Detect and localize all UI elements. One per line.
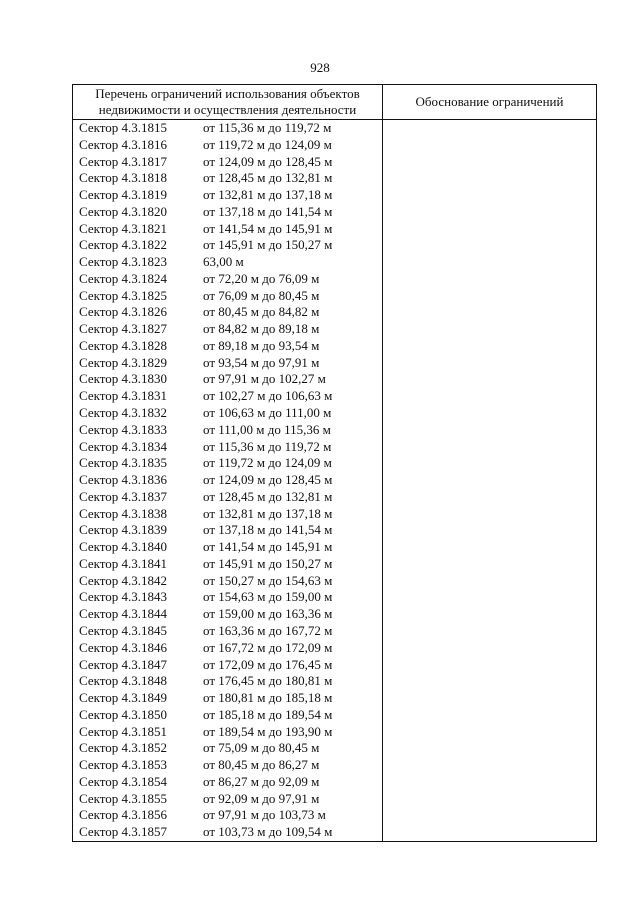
sector-range: от 115,36 м до 119,72 м — [203, 120, 332, 135]
table-row — [73, 757, 382, 774]
sector-range: от 141,54 м до 145,91 м — [203, 539, 333, 555]
sector-name: Сектор 4.3.1839 — [79, 522, 168, 538]
sector-range: от 76,09 м до 80,45 м — [203, 287, 320, 303]
table-row — [73, 623, 382, 640]
sector-range: от 137,18 м до 141,54 м — [203, 203, 333, 219]
table-row — [73, 271, 382, 288]
sector-range: от 163,36 м до 167,72 м — [203, 622, 333, 638]
sector-name: Сектор 4.3.1829 — [79, 354, 168, 370]
sector-range: от 103,73 м до 109,54 м — [203, 824, 333, 840]
sector-range: от 119,72 м до 124,09 м — [203, 455, 332, 471]
sector-name: Сектор 4.3.1818 — [79, 170, 168, 186]
sector-range: от 180,81 м до 185,18 м — [203, 690, 333, 706]
sector-range: от 80,45 м до 86,27 м — [203, 757, 320, 773]
table-row — [73, 506, 382, 523]
sector-range: от 80,45 м до 84,82 м — [203, 304, 320, 320]
sector-range: от 141,54 м до 145,91 м — [203, 220, 333, 236]
table-row — [73, 673, 382, 690]
sector-name: Сектор 4.3.1840 — [79, 539, 168, 555]
table-row — [73, 120, 382, 137]
sector-rows — [73, 120, 382, 841]
sector-range: от 97,91 м до 103,73 м — [203, 807, 326, 823]
table-row — [73, 187, 382, 204]
sector-range: от 128,45 м до 132,81 м — [203, 170, 333, 186]
table-row — [73, 640, 382, 657]
sector-range: от 75,09 м до 80,45 м — [203, 740, 320, 756]
sector-name: Сектор 4.3.1819 — [79, 187, 168, 203]
sector-range: от 189,54 м до 193,90 м — [203, 723, 333, 739]
table-row — [73, 321, 382, 338]
sector-name: Сектор 4.3.1854 — [79, 773, 168, 789]
sector-range: от 167,72 м до 172,09 м — [203, 639, 333, 655]
table-row — [73, 740, 382, 757]
sector-name: Сектор 4.3.1815 — [79, 120, 168, 135]
sector-name: Сектор 4.3.1823 — [79, 254, 168, 270]
sector-range: от 137,18 м до 141,54 м — [203, 522, 333, 538]
sector-name: Сектор 4.3.1849 — [79, 690, 168, 706]
sector-range: от 128,45 м до 132,81 м — [203, 488, 333, 504]
table-row — [73, 589, 382, 606]
table-row — [73, 791, 382, 808]
sector-range: от 119,72 м до 124,09 м — [203, 136, 332, 152]
sector-range: от 84,82 м до 89,18 м — [203, 321, 320, 337]
table-row — [73, 154, 382, 171]
table-row — [73, 539, 382, 556]
restrictions-table — [72, 84, 597, 842]
table-row — [73, 221, 382, 238]
table-row — [73, 304, 382, 321]
sector-range: от 93,54 м до 97,91 м — [203, 354, 320, 370]
sector-name: Сектор 4.3.1830 — [79, 371, 168, 387]
table-row — [73, 338, 382, 355]
sector-range: от 150,27 м до 154,63 м — [203, 572, 333, 588]
sector-name: Сектор 4.3.1845 — [79, 622, 168, 638]
sector-name: Сектор 4.3.1827 — [79, 321, 168, 337]
sector-range: от 132,81 м до 137,18 м — [203, 505, 333, 521]
sector-name: Сектор 4.3.1832 — [79, 405, 168, 421]
sector-name: Сектор 4.3.1836 — [79, 472, 168, 488]
sector-range: от 185,18 м до 189,54 м — [203, 706, 333, 722]
page-number: 928 — [310, 60, 330, 75]
sector-name: Сектор 4.3.1850 — [79, 706, 168, 722]
justification-cell — [383, 120, 597, 842]
sector-name: Сектор 4.3.1848 — [79, 673, 168, 689]
table-row — [73, 254, 382, 271]
sector-name: Сектор 4.3.1817 — [79, 153, 168, 169]
table-row — [73, 657, 382, 674]
sector-name: Сектор 4.3.1824 — [79, 270, 168, 286]
table-row — [73, 606, 382, 623]
table-row — [73, 824, 382, 841]
table-row — [73, 405, 382, 422]
sector-name: Сектор 4.3.1837 — [79, 488, 168, 504]
sector-name: Сектор 4.3.1838 — [79, 505, 168, 521]
table-row — [73, 724, 382, 741]
sector-range: от 106,63 м до 111,00 м — [203, 405, 332, 421]
sector-list-cell — [73, 120, 383, 842]
sector-range: от 154,63 м до 159,00 м — [203, 589, 333, 605]
sector-name: Сектор 4.3.1821 — [79, 220, 168, 236]
sector-range: от 124,09 м до 128,45 м — [203, 153, 333, 169]
sector-name: Сектор 4.3.1826 — [79, 304, 168, 320]
sector-name: Сектор 4.3.1831 — [79, 388, 168, 404]
table-row — [73, 371, 382, 388]
sector-range: от 86,27 м до 92,09 м — [203, 773, 320, 789]
sector-name: Сектор 4.3.1855 — [79, 790, 168, 806]
sector-name: Сектор 4.3.1847 — [79, 656, 168, 672]
sector-name: Сектор 4.3.1822 — [79, 237, 168, 253]
sector-range: от 176,45 м до 180,81 м — [203, 673, 333, 689]
sector-name: Сектор 4.3.1842 — [79, 572, 168, 588]
sector-range: от 92,09 м до 97,91 м — [203, 790, 320, 806]
sector-name: Сектор 4.3.1853 — [79, 757, 168, 773]
sector-range: от 172,09 м до 176,45 м — [203, 656, 333, 672]
sector-name: Сектор 4.3.1834 — [79, 438, 168, 454]
sector-range: от 97,91 м до 102,27 м — [203, 371, 326, 387]
sector-range: от 89,18 м до 93,54 м — [203, 337, 320, 353]
sector-name: Сектор 4.3.1833 — [79, 421, 168, 437]
table-row — [73, 288, 382, 305]
sector-name: Сектор 4.3.1841 — [79, 555, 168, 571]
table-row — [73, 170, 382, 187]
sector-name: Сектор 4.3.1843 — [79, 589, 168, 605]
sector-range: от 115,36 м до 119,72 м — [203, 438, 332, 454]
table-row — [73, 204, 382, 221]
table-row — [73, 807, 382, 824]
table-row — [73, 472, 382, 489]
sector-range: от 145,91 м до 150,27 м — [203, 555, 333, 571]
sector-name: Сектор 4.3.1856 — [79, 807, 168, 823]
header-col1-line2: недвижимости и осуществления деятельности — [98, 102, 357, 117]
sector-range: 63,00 м — [203, 254, 244, 270]
sector-range: от 159,00 м до 163,36 м — [203, 606, 333, 622]
table-row — [73, 489, 382, 506]
table-row — [73, 573, 382, 590]
table-row — [73, 388, 382, 405]
sector-name: Сектор 4.3.1851 — [79, 723, 168, 739]
header-restrictions-list — [73, 85, 383, 120]
sector-range: от 132,81 м до 137,18 м — [203, 187, 333, 203]
sector-range: от 145,91 м до 150,27 м — [203, 237, 333, 253]
sector-range: от 102,27 м до 106,63 м — [203, 388, 333, 404]
table-row — [73, 556, 382, 573]
sector-range: от 124,09 м до 128,45 м — [203, 472, 333, 488]
header-justification: Обоснование ограничений — [383, 85, 597, 120]
sector-name: Сектор 4.3.1846 — [79, 639, 168, 655]
sector-name: Сектор 4.3.1857 — [79, 824, 168, 840]
table-row — [73, 422, 382, 439]
table-header-row — [73, 85, 597, 120]
sector-range: от 111,00 м до 115,36 м — [203, 421, 331, 437]
table-row — [73, 522, 382, 539]
table-row — [73, 237, 382, 254]
table-row — [73, 439, 382, 456]
sector-name: Сектор 4.3.1835 — [79, 455, 168, 471]
header-col1-line1: Перечень ограничений использования объектов — [95, 86, 360, 101]
table-row — [73, 137, 382, 154]
table-row — [73, 355, 382, 372]
table-row — [73, 690, 382, 707]
table-row — [73, 707, 382, 724]
table-row — [73, 774, 382, 791]
sector-name: Сектор 4.3.1844 — [79, 606, 168, 622]
sector-name: Сектор 4.3.1828 — [79, 337, 168, 353]
sector-name: Сектор 4.3.1816 — [79, 136, 168, 152]
table-row — [73, 455, 382, 472]
sector-name: Сектор 4.3.1825 — [79, 287, 168, 303]
sector-name: Сектор 4.3.1820 — [79, 203, 168, 219]
sector-name: Сектор 4.3.1852 — [79, 740, 168, 756]
sector-range: от 72,20 м до 76,09 м — [203, 270, 320, 286]
